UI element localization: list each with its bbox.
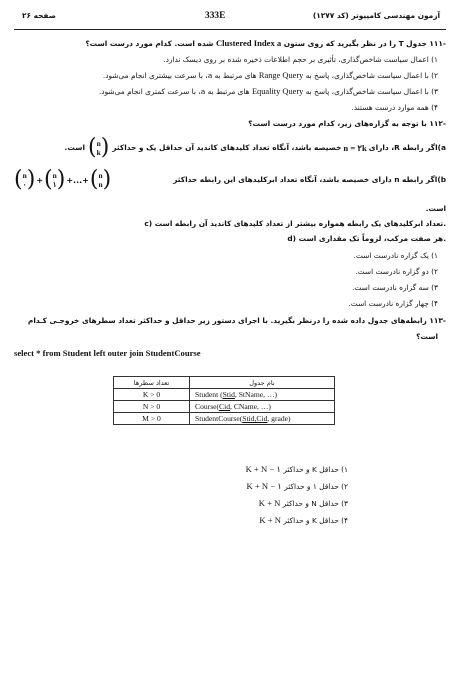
row-name-cell <box>190 389 335 401</box>
q112-a-condition: n = ۲k <box>343 143 367 153</box>
binomial-bottom: ۱ <box>52 180 57 189</box>
ellipsis-sum: +...+ <box>66 175 89 185</box>
q112-b-text: اگر رابطه n دارای خصیصه باشد، آنگاه تعداد ابرکلیدهای این رابطه حداکثر <box>173 175 438 184</box>
q112-a-text-pre: اگر رابطه R، دارای <box>368 143 438 152</box>
q113-option-1 <box>246 464 348 475</box>
binomial-top: n <box>96 139 101 148</box>
q112-c-text: تعداد ابرکلیدهای یک رابطه همواره بیشتر از تعداد کلیدهای کاندید آن رابطه است. <box>154 219 446 228</box>
q111-clustered-index: Clustered Index a <box>215 38 282 48</box>
q113-option-1-text: ۱) حداقل K و حداکثر <box>283 465 348 474</box>
row-count-cell: N > 0 <box>114 401 190 413</box>
binomial-bottom: k <box>96 148 101 157</box>
q113-option-3 <box>259 498 348 509</box>
q113-option-2-expr: K + N − ۱ <box>246 481 282 491</box>
exam-code: 333E <box>205 11 226 21</box>
q112-c-label: c) <box>144 219 153 228</box>
q113-option-2-text: ۲) حداقل ۱ و حداکثر <box>284 482 348 491</box>
q112-b-binomial-1 <box>14 169 35 191</box>
q111-option-3 <box>99 87 438 97</box>
q112-stem-text: با توجه به گزاره‌های زیر، کدام مورد درست است؟ <box>248 119 427 128</box>
q111-equality-query: Equality Query <box>251 87 304 96</box>
q113-sql-statement: select * from Student left outer join StudentCourse <box>14 348 201 358</box>
left-paren-icon: ( <box>44 167 53 192</box>
q112-statement-b <box>173 167 446 193</box>
binomial-top: n <box>22 171 27 180</box>
exam-title: آزمون مهندسی کامپیوتر (کد ۱۲۷۷) <box>312 11 440 20</box>
q112-option-4: ۴) چهار گزاره نادرست است. <box>348 299 438 308</box>
q111-option-2-post: های مرتبط به a، با سرعت بیشتری انجام می‌شود. <box>102 71 259 80</box>
relation-attributes: , grade) <box>267 414 291 423</box>
row-count-cell: M > 0 <box>114 413 190 425</box>
relation-attributes: , StName, …) <box>234 390 278 399</box>
q112-b-sum <box>14 167 111 193</box>
q112-a-binomial <box>88 137 109 159</box>
header-divider <box>14 29 446 30</box>
q111-stem <box>85 38 446 49</box>
q112-d-label: d) <box>287 234 297 243</box>
right-paren-icon: ) <box>26 167 36 192</box>
row-name-cell <box>190 401 335 413</box>
q111-range-query: Range Query <box>258 71 304 80</box>
q112-b-label: b) <box>437 175 446 184</box>
q112-option-3: ۳) سه گزاره نادرست است. <box>352 283 438 292</box>
table-header-row <box>114 377 335 389</box>
q113-stem-line-1 <box>28 316 446 326</box>
q113-option-2 <box>247 481 348 492</box>
q113-option-1-expr: K + N − ۱ <box>245 464 281 474</box>
column-header-name: نام جدول <box>190 377 335 389</box>
q113-option-3-expr: K + N <box>258 498 281 508</box>
q113-option-4-expr: K + N <box>259 515 281 525</box>
column-header-count: تعداد سطرها <box>114 377 190 389</box>
q113-stem-text: رابطه‌های جدول داده شده را درنظر بگیرید. با اجرای دستور زیر حداقل و حداکثر تعداد سطرهای خروجـی کـدام <box>27 316 427 325</box>
q113-option-4 <box>259 515 348 526</box>
q112-statement-a <box>65 135 446 161</box>
q112-number: -۱۱۲ <box>429 119 446 128</box>
relations-table <box>113 376 335 425</box>
relation-attributes: , CName, …) <box>230 402 271 411</box>
q111-option-2 <box>103 71 438 81</box>
q112-a-end: است. <box>64 143 85 152</box>
table-row <box>114 413 335 425</box>
q113-stem-line-2: است؟ <box>416 332 438 341</box>
q113-option-4-text: ۴) حداقل K و حداکثر <box>283 516 348 525</box>
q111-stem-post: شده است. کدام مورد درست است؟ <box>85 39 216 48</box>
relation-name: Student ( <box>195 390 223 399</box>
table-row <box>114 389 335 401</box>
row-name-cell <box>190 413 335 425</box>
primary-key: Stid <box>222 390 235 399</box>
q112-stem <box>248 119 446 129</box>
primary-key: Stid,Cid <box>242 414 268 423</box>
q112-d-text: هر صفت مرکب، لزوماً تک مقداری است. <box>298 234 446 243</box>
binomial-bottom: n <box>98 180 103 189</box>
plus-sign: + <box>36 175 44 185</box>
q112-a-text-post: خصیصه باشد، آنگاه تعداد کلیدهای کاندید آن حداقل یک و حداکثر <box>112 143 342 152</box>
q111-stem-pre: جدول T را در نظر بگیرید که روی ستون <box>281 39 427 48</box>
page-number: صفحه ۲۶ <box>22 11 56 20</box>
q111-option-3-post: های مرتبط به a، با سرعت کمتری انجام می‌شود. <box>98 87 252 96</box>
relation-name: StudentCourse( <box>195 414 243 423</box>
q112-a-label: a) <box>437 143 446 152</box>
binomial-top: n <box>52 171 57 180</box>
q111-option-3-pre: ۳) با اعمال سیاست شاخص‌گذاری، پاسخ به <box>303 87 438 96</box>
q111-option-2-pre: ۲) با اعمال سیاست شاخص‌گذاری، پاسخ به <box>303 71 438 80</box>
right-paren-icon: ) <box>102 167 112 192</box>
table-row <box>114 401 335 413</box>
binomial-top: n <box>98 171 103 180</box>
binomial-bottom: ۰ <box>22 180 27 189</box>
left-paren-icon: ( <box>89 167 99 192</box>
q112-b-binomial-2 <box>44 169 65 191</box>
q113-option-3-text: ۳) حداقل N و حداکثر <box>282 499 348 508</box>
q113-number: -۱۱۳ <box>429 316 446 325</box>
q112-statement-c <box>144 219 446 229</box>
q111-number: -۱۱۱ <box>429 39 446 48</box>
q112-statement-d <box>287 234 446 244</box>
right-paren-icon: ) <box>100 135 110 160</box>
left-paren-icon: ( <box>14 167 23 192</box>
relation-name: Course( <box>195 402 220 411</box>
primary-key: Cid <box>219 402 231 411</box>
q112-option-1: ۱) یک گزاره نادرست است. <box>353 251 438 260</box>
q111-option-4: ۴) همه موارد درست هستند. <box>351 103 438 112</box>
q111-option-1: ۱) اعمال سیاست شاخص‌گذاری، تأثیری بر حجم اطلاعات ذخیره شده بر روی دیسک ندارد. <box>163 55 438 64</box>
row-count-cell: K > 0 <box>114 389 190 401</box>
left-paren-icon: ( <box>87 135 97 160</box>
q112-option-2: ۲) دو گزاره نادرست است. <box>355 267 438 276</box>
q112-b-end: است. <box>425 204 446 213</box>
right-paren-icon: ) <box>56 167 66 192</box>
q112-b-binomial-3 <box>90 169 111 191</box>
